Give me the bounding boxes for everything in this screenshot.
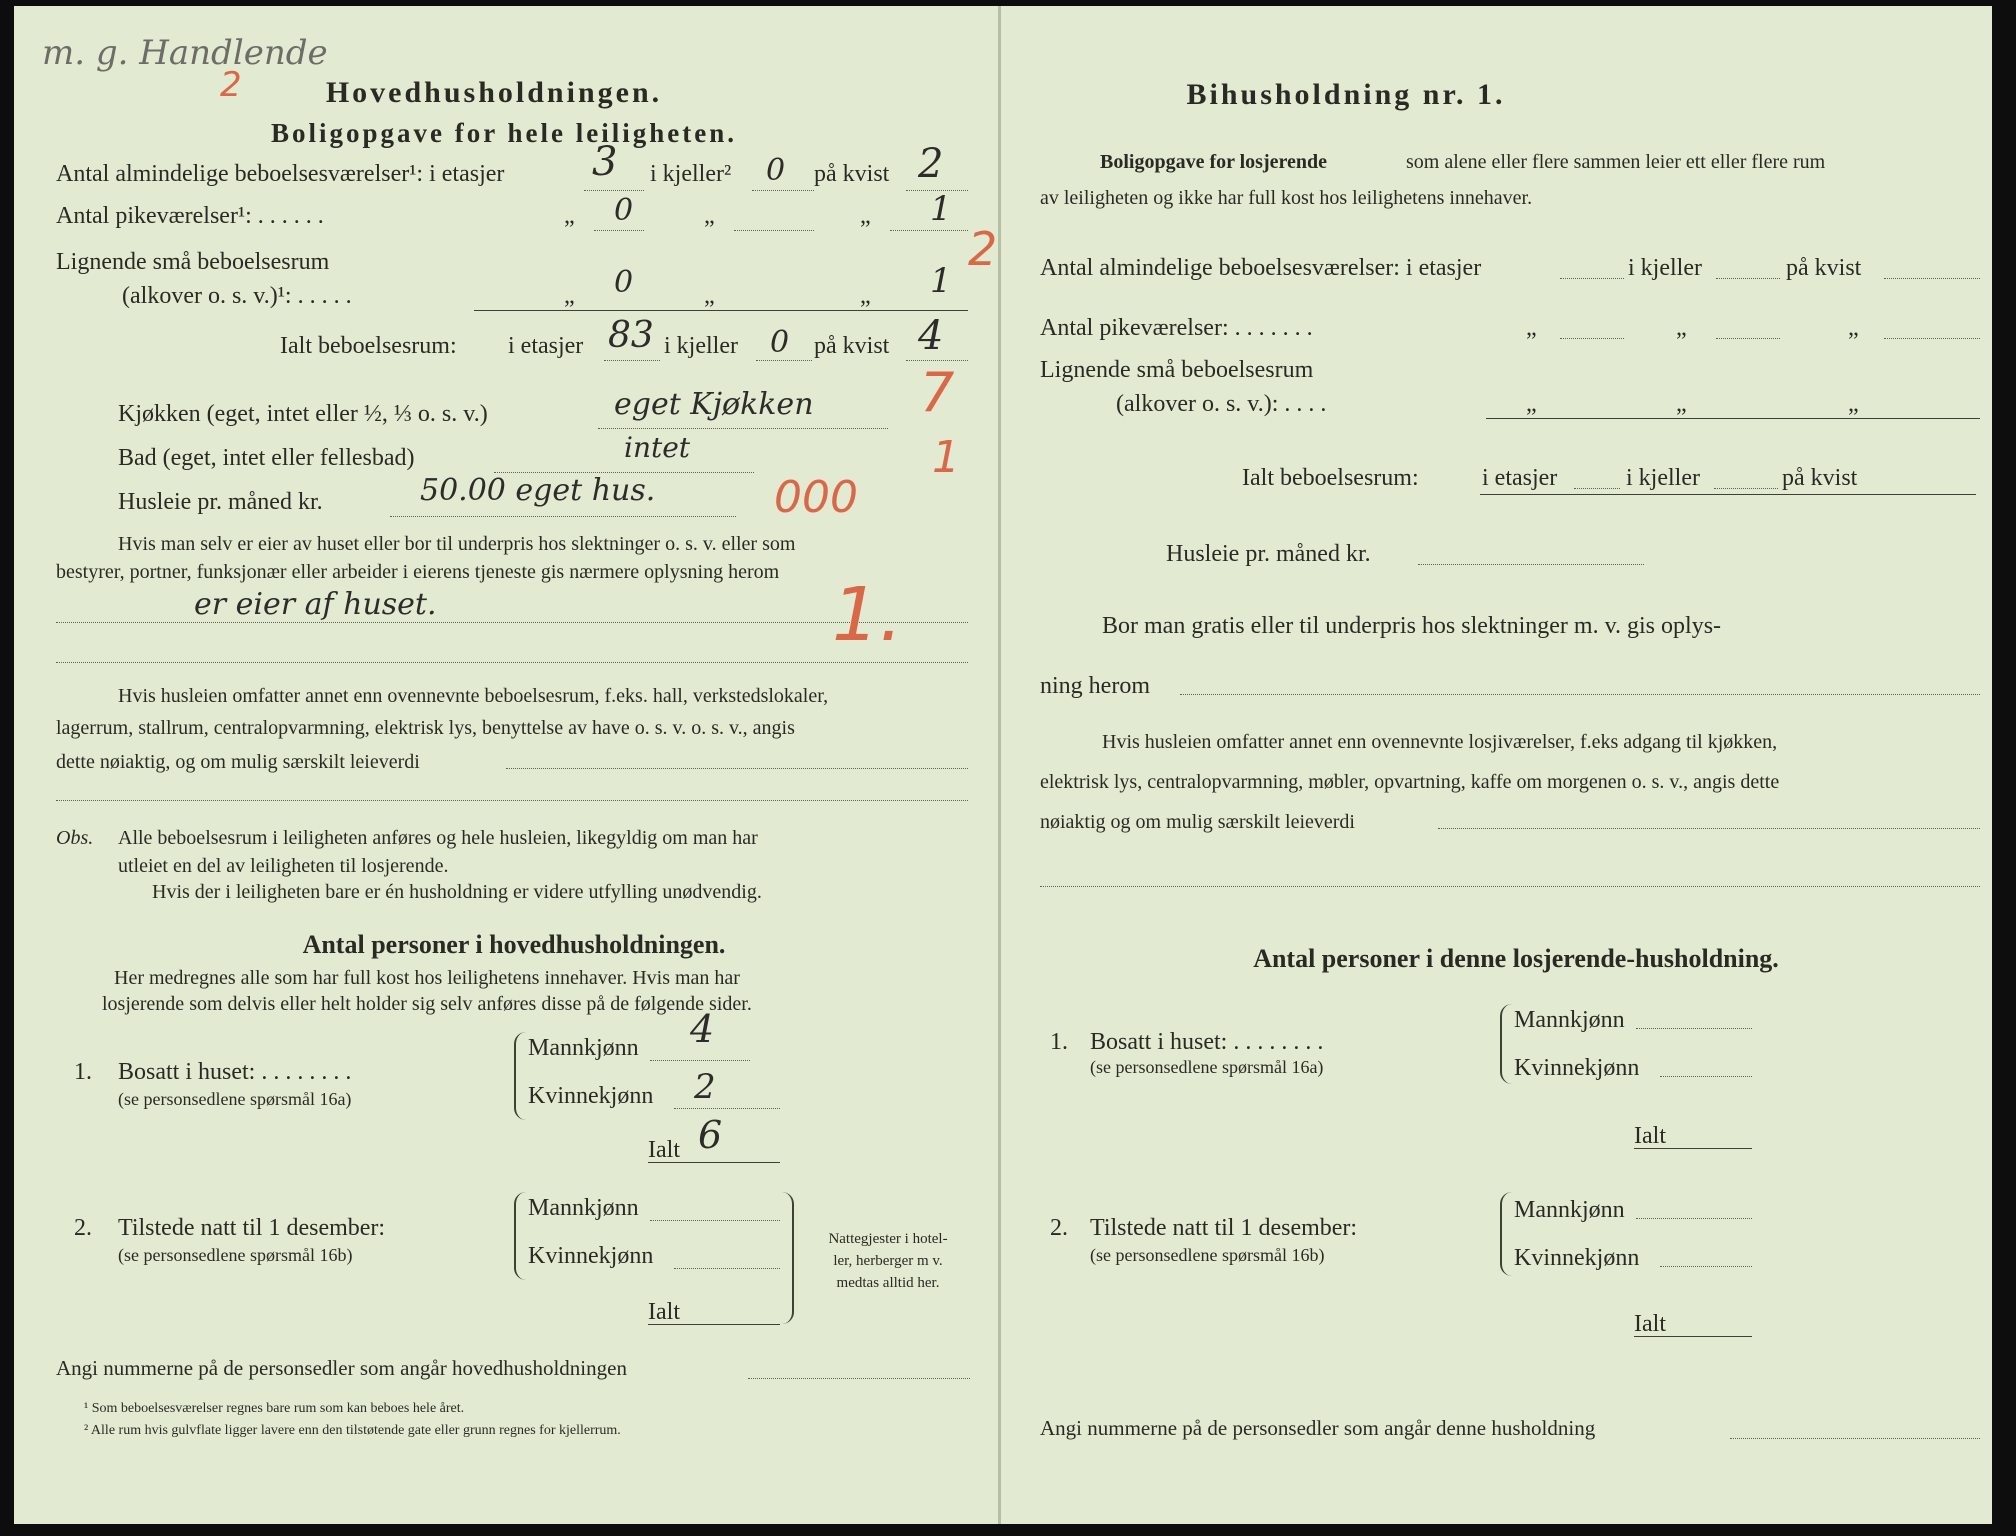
obs-note-3: Hvis der i leiligheten bare er én husholdning er videre utfylling unødvendig. <box>152 881 762 903</box>
side-ditto-1: „ <box>1526 315 1537 341</box>
hw-husleie: 50.00 eget hus. <box>420 473 656 508</box>
alcove-label-2: (alkover o. s. v.)¹: . . . . . <box>122 283 352 309</box>
q1-label: Bosatt i huset: . . . . . . . . <box>118 1059 352 1085</box>
rent-note-1: Hvis husleien omfatter annet enn ovennevnte beboelsesrum, f.eks. hall, verkstedslokaler, <box>118 685 829 707</box>
side-rent-note-2: elektrisk lys, centralopvarmning, møbler, opvartning, kaffe om morgenen o. s. v., angis dette <box>1040 771 1780 793</box>
pike-kjeller-line <box>734 230 814 231</box>
side-alcove-label-2: (alkover o. s. v.): . . . . <box>1116 391 1327 417</box>
owner-note-1: Hvis man selv er eier av huset eller bor til underpris hos slektninger o. s. v. eller som <box>118 533 796 555</box>
page-subtitle: Boligopgave for hele leiligheten. <box>271 118 737 148</box>
q1-kvinne-label: Kvinnekjønn <box>528 1083 654 1109</box>
side-q1-label: Bosatt i huset: . . . . . . . . <box>1090 1029 1324 1055</box>
side-q2-kvinne-label: Kvinnekjønn <box>1514 1245 1640 1271</box>
kjeller-line <box>752 190 814 191</box>
side-alcove-label: Lignende små beboelsesrum <box>1040 357 1314 383</box>
q2-kvinne-label: Kvinnekjønn <box>528 1243 654 1269</box>
side-kjeller-line <box>1716 278 1780 279</box>
q2-number: 2. <box>74 1215 92 1241</box>
hw-kvinne-bosatt: 2 <box>694 1067 716 1107</box>
ditto-6: „ <box>860 283 871 309</box>
q2-mann-line <box>650 1220 780 1221</box>
hw-ialt-bosatt: 6 <box>698 1113 723 1157</box>
side-q1-sub: (se personsedlene spørsmål 16a) <box>1090 1057 1324 1077</box>
side-total-kjeller-label: i kjeller <box>1626 465 1700 491</box>
total-etasjer-label: i etasjer <box>508 333 584 359</box>
side-ditto-3: „ <box>1848 315 1859 341</box>
side-free-note-1: Bor man gratis eller til underpris hos slektninger m. v. gis oplys- <box>1102 613 1722 639</box>
side-kjeller-label: i kjeller <box>1628 255 1702 281</box>
side-total-label: Ialt beboelsesrum: <box>1242 465 1419 491</box>
hw-etasjer: 3 <box>592 139 618 185</box>
page-fold <box>998 6 1001 1524</box>
red-mark-000: 000 <box>774 472 858 523</box>
main-household-page <box>14 6 998 1524</box>
side-ditto-2: „ <box>1676 315 1687 341</box>
hw-ialt-kjeller: 0 <box>770 325 790 360</box>
side-q1-kvinne-label: Kvinnekjønn <box>1514 1055 1640 1081</box>
side-intro-bold: Boligopgave for losjerende <box>1100 151 1328 173</box>
kitchen-line <box>598 428 888 429</box>
side-free-line <box>1180 694 1980 695</box>
total-kjeller-line <box>756 360 812 361</box>
rent-note-3: dette nøiaktig, og om mulig særskilt leieverdi <box>56 751 420 773</box>
side-q2-label: Tilstede natt til 1 desember: <box>1090 1215 1358 1241</box>
side-q2-ialt-label: Ialt <box>1634 1311 1666 1337</box>
side-q1-mann-label: Mannkjønn <box>1514 1007 1625 1033</box>
ditto-3: „ <box>860 203 871 229</box>
bath-label: Bad (eget, intet eller fellesbad) <box>118 445 415 471</box>
side-rooms-label: Antal almindelige beboelsesværelser: i etasjer <box>1040 255 1482 281</box>
persons-note-2: losjerende som delvis eller helt holder sig selv anføres disse på de følgende sider. <box>102 993 752 1015</box>
side-q2-sub: (se personsedlene spørsmål 16b) <box>1090 1245 1325 1265</box>
side-etasjer-line <box>1560 278 1624 279</box>
ditto-4: „ <box>564 283 575 309</box>
rent-label: Husleie pr. måned kr. <box>118 489 323 515</box>
side-q1-ialt-line <box>1634 1148 1752 1149</box>
q2-sub: (se personsedlene spørsmål 16b) <box>118 1245 353 1265</box>
q2-mann-label: Mannkjønn <box>528 1195 639 1221</box>
rent-value-line-2 <box>56 800 968 801</box>
kjeller-label: i kjeller² <box>650 161 732 187</box>
hw-pike-kvist: 1 <box>930 189 952 229</box>
footnote-1: ¹ Som beboelsesværelser regnes bare rum som kan beboes hele året. <box>84 1401 465 1416</box>
kvist-label: på kvist <box>814 161 890 187</box>
side-q2-kvinne-line <box>1660 1266 1752 1267</box>
lodger-household-page <box>1004 6 1992 1524</box>
hw-eier: er eier af huset. <box>194 587 437 622</box>
side-total-rule <box>1480 494 1976 495</box>
side-person-numbers-line <box>1730 1438 1980 1439</box>
maid-rooms-label: Antal pikeværelser¹: . . . . . . <box>56 203 324 229</box>
side-intro-1: som alene eller flere sammen leier ett eller flere rum <box>1406 151 1826 173</box>
q2-brace <box>514 1192 526 1280</box>
rent-line <box>390 516 736 517</box>
side-total-etasjer-line <box>1574 488 1620 489</box>
side-rent-value-line-2 <box>1040 886 1980 887</box>
page-title: Hovedhusholdningen. <box>325 76 663 109</box>
side-rent-label: Husleie pr. måned kr. <box>1166 541 1371 567</box>
ditto-2: „ <box>704 203 715 229</box>
pike-kvist-line <box>890 230 968 231</box>
pike-etasjer-line <box>594 230 644 231</box>
person-numbers-line <box>748 1378 970 1379</box>
total-kjeller-label: i kjeller <box>664 333 738 359</box>
side-q2-brace <box>1500 1192 1512 1276</box>
q2-ialt-label: Ialt <box>648 1299 680 1325</box>
q1-number: 1. <box>74 1059 92 1085</box>
side-rent-note-3: nøiaktig og om mulig særskilt leieverdi <box>1040 811 1355 833</box>
hw-pike-etasjer: 0 <box>614 193 634 228</box>
side-ditto-6: „ <box>1848 391 1859 417</box>
side-q1-brace <box>1500 1004 1512 1084</box>
sum-rule <box>474 310 968 311</box>
kitchen-label: Kjøkken (eget, intet eller ½, ⅓ o. s. v.) <box>118 401 488 427</box>
side-rent-line <box>1418 564 1644 565</box>
q2-label: Tilstede natt til 1 desember: <box>118 1215 386 1241</box>
side-intro-2: av leiligheten og ikke har full kost hos leilighetens innehaver. <box>1040 187 1533 209</box>
q1-ialt-label: Ialt <box>648 1137 680 1163</box>
hw-ialt-kvist: 4 <box>918 313 944 359</box>
side-q2-number: 2. <box>1050 1215 1068 1241</box>
side-person-numbers-label: Angi nummerne på de personsedler som angår denne husholdning <box>1040 1416 1596 1440</box>
side-q2-ialt-line <box>1634 1336 1752 1337</box>
side-rent-value-line-1 <box>1438 828 1980 829</box>
etasjer-line <box>584 190 644 191</box>
hw-ialt-etasjer: 83 <box>608 315 654 356</box>
census-form-sheet <box>14 6 1992 1524</box>
obs-label: Obs. <box>56 827 94 849</box>
persons-title: Antal personer i hovedhusholdningen. <box>302 930 726 959</box>
q1-ialt-line <box>648 1162 780 1163</box>
guests-note-1: Nattegjester i hotel- <box>828 1231 948 1247</box>
side-rent-note-1: Hvis husleien omfatter annet enn ovennevnte losjiværelser, f.eks adgang til kjøkken, <box>1102 731 1778 753</box>
side-total-kjeller-line <box>1714 488 1778 489</box>
owner-note-2: bestyrer, portner, funksjonær eller arbeider i eierens tjeneste gis nærmere oplysning herom <box>56 561 780 583</box>
q1-mann-line <box>650 1060 750 1061</box>
side-kvist-label: på kvist <box>1786 255 1862 281</box>
red-mark-2: 2 <box>220 65 242 105</box>
hw-bad: intet <box>624 431 691 464</box>
q2-right-brace <box>782 1192 794 1324</box>
obs-note-2: utleiet en del av leiligheten til losjerende. <box>118 855 449 877</box>
red-mark-1: 1 <box>932 432 960 483</box>
side-sum-rule <box>1486 418 1980 419</box>
rooms-label: Antal almindelige beboelsesværelser¹: i etasjer <box>56 161 505 187</box>
side-pike-kvist-line <box>1884 338 1980 339</box>
persons-note-1: Her medregnes alle som har full kost hos leilighetens innehaver. Hvis man har <box>114 967 740 989</box>
handwritten-corner-note: m. g. Handlende <box>42 33 328 73</box>
side-persons-title: Antal personer i denne losjerende-husholdning. <box>1253 944 1779 973</box>
alcove-label: Lignende små beboelsesrum <box>56 249 330 275</box>
person-numbers-label: Angi nummerne på de personsedler som angår hovedhusholdningen <box>56 1356 627 1380</box>
guests-note-2: ler, herberger m v. <box>833 1253 943 1269</box>
obs-note-1: Alle beboelsesrum i leiligheten anføres og hele husleien, likegyldig om man har <box>118 827 758 849</box>
side-maid-label: Antal pikeværelser: . . . . . . . <box>1040 315 1313 341</box>
side-free-note-2: ning herom <box>1040 673 1150 699</box>
side-total-etasjer-label: i etasjer <box>1482 465 1558 491</box>
q1-kvinne-line <box>674 1108 780 1109</box>
rent-note-2: lagerrum, stallrum, centralopvarmning, elektrisk lys, benyttelse av have o. s. v. o. s. v., angis <box>56 717 795 739</box>
q2-kvinne-line <box>674 1268 780 1269</box>
q1-brace <box>514 1032 526 1120</box>
hw-kvist: 2 <box>918 141 944 187</box>
side-q1-number: 1. <box>1050 1029 1068 1055</box>
q1-sub: (se personsedlene spørsmål 16a) <box>118 1089 352 1109</box>
ditto-1: „ <box>564 203 575 229</box>
side-total-kvist-label: på kvist <box>1782 465 1858 491</box>
side-pike-kjeller-line <box>1716 338 1780 339</box>
hw-alkover-kvist: 1 <box>930 261 952 301</box>
guests-note-3: medtas alltid her. <box>836 1275 940 1291</box>
total-kvist-label: på kvist <box>814 333 890 359</box>
side-q2-mann-line <box>1636 1218 1752 1219</box>
red-mark-1b: 1. <box>832 572 903 658</box>
owner-line-2 <box>56 662 968 663</box>
total-etasjer-line <box>604 360 660 361</box>
red-brace-2: 2 <box>968 222 998 276</box>
footnote-2: ² Alle rum hvis gulvflate ligger lavere enn den tilstøtende gate eller grunn regnes for kjellerrum. <box>84 1423 621 1438</box>
q1-mann-label: Mannkjønn <box>528 1035 639 1061</box>
hw-alkover-etasjer: 0 <box>614 265 634 300</box>
q2-ialt-line <box>648 1324 780 1325</box>
side-q1-ialt-label: Ialt <box>1634 1123 1666 1149</box>
rent-value-line-1 <box>506 768 968 769</box>
ditto-5: „ <box>704 283 715 309</box>
side-kvist-line <box>1884 278 1980 279</box>
total-rooms-label: Ialt beboelsesrum: <box>280 333 457 359</box>
side-q2-mann-label: Mannkjønn <box>1514 1197 1625 1223</box>
side-q1-kvinne-line <box>1660 1076 1752 1077</box>
hw-mann-bosatt: 4 <box>690 1007 715 1051</box>
hw-kjokken: eget Kjøkken <box>614 387 814 422</box>
side-q1-mann-line <box>1636 1028 1752 1029</box>
hw-kjeller: 0 <box>766 153 786 188</box>
side-pike-etasjer-line <box>1560 338 1624 339</box>
red-mark-7: 7 <box>920 361 955 424</box>
side-ditto-5: „ <box>1676 391 1687 417</box>
side-ditto-4: „ <box>1526 391 1537 417</box>
side-title: Bihusholdning nr. 1. <box>1186 78 1506 111</box>
